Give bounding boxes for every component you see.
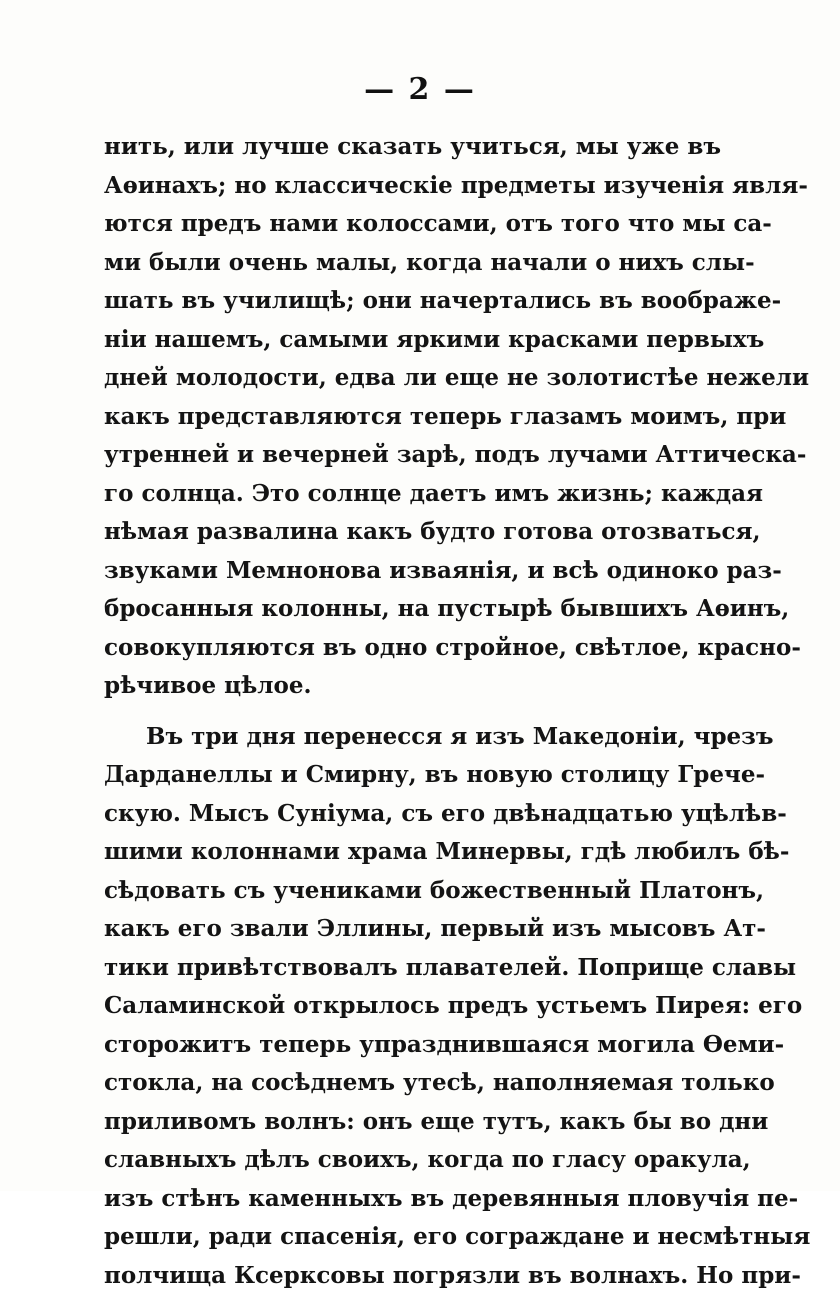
text-line: дней молодости, едва ли еще не золотистѣе нежели: [104, 359, 698, 398]
text-line: приливомъ волнъ: онъ еще тутъ, какъ бы во дни: [104, 1103, 698, 1142]
paragraph-1: [104, 128, 698, 706]
text-line: Аѳинахъ; но классическіе предметы изученія явля-: [104, 167, 698, 206]
text-line: Въ три дня перенесся я изъ Македоніи, чрезъ: [104, 718, 698, 757]
text-line: решли, ради спасенія, его сограждане и несмѣтныя: [104, 1218, 698, 1257]
text-line: полчища Ксерксовы погрязли въ волнахъ. Но при-: [104, 1257, 698, 1295]
text-line: тики привѣтствовалъ плавателей. Поприще славы: [104, 949, 698, 988]
text-line: какъ его звали Эллины, первый изъ мысовъ Ат-: [104, 910, 698, 949]
text-line: Дарданеллы и Смирну, въ новую столицу Грече-: [104, 756, 698, 795]
text-line: рѣчивое цѣлое.: [104, 667, 698, 706]
text-line: шими колоннами храма Минервы, гдѣ любилъ бѣ-: [104, 833, 698, 872]
body-text: [104, 128, 698, 1295]
text-line: утренней и вечерней зарѣ, подъ лучами Аттическа-: [104, 436, 698, 475]
text-line: славныхъ дѣлъ своихъ, когда по гласу оракула,: [104, 1141, 698, 1180]
text-line: ми были очень малы, когда начали о нихъ слы-: [104, 244, 698, 283]
page-number: — 2 —: [0, 72, 840, 107]
text-line: Саламинской открылось предъ устьемъ Пирея: его: [104, 987, 698, 1026]
text-line: скую. Мысъ Суніума, съ его двѣнадцатью уцѣлѣв-: [104, 795, 698, 834]
text-line: бросанныя колонны, на пустырѣ бывшихъ Аѳинъ,: [104, 590, 698, 629]
paragraph-2: [104, 718, 698, 1295]
text-line: нить, или лучше сказать учиться, мы уже въ: [104, 128, 698, 167]
text-line: сѣдовать съ учениками божественный Платонъ,: [104, 872, 698, 911]
text-line: изъ стѣнъ каменныхъ въ деревянныя пловучія пе-: [104, 1180, 698, 1219]
text-line: шать въ училищѣ; они начертались въ воображе-: [104, 282, 698, 321]
text-line: сторожитъ теперь упразднившаяся могила Ѳеми-: [104, 1026, 698, 1065]
text-line: стокла, на сосѣднемъ утесѣ, наполняемая только: [104, 1064, 698, 1103]
text-line: какъ представляются теперь глазамъ моимъ, при: [104, 398, 698, 437]
paragraph-gap: [104, 706, 698, 718]
text-line: ніи нашемъ, самыми яркими красками первыхъ: [104, 321, 698, 360]
text-line: го солнца. Это солнце даетъ имъ жизнь; каждая: [104, 475, 698, 514]
text-line: нѣмая развалина какъ будто готова отозваться,: [104, 513, 698, 552]
text-line: ются предъ нами колоссами, отъ того что мы са-: [104, 205, 698, 244]
text-line: совокупляются въ одно стройное, свѣтлое, красно-: [104, 629, 698, 668]
text-line: звуками Мемнонова изваянія, и всѣ одиноко раз-: [104, 552, 698, 591]
